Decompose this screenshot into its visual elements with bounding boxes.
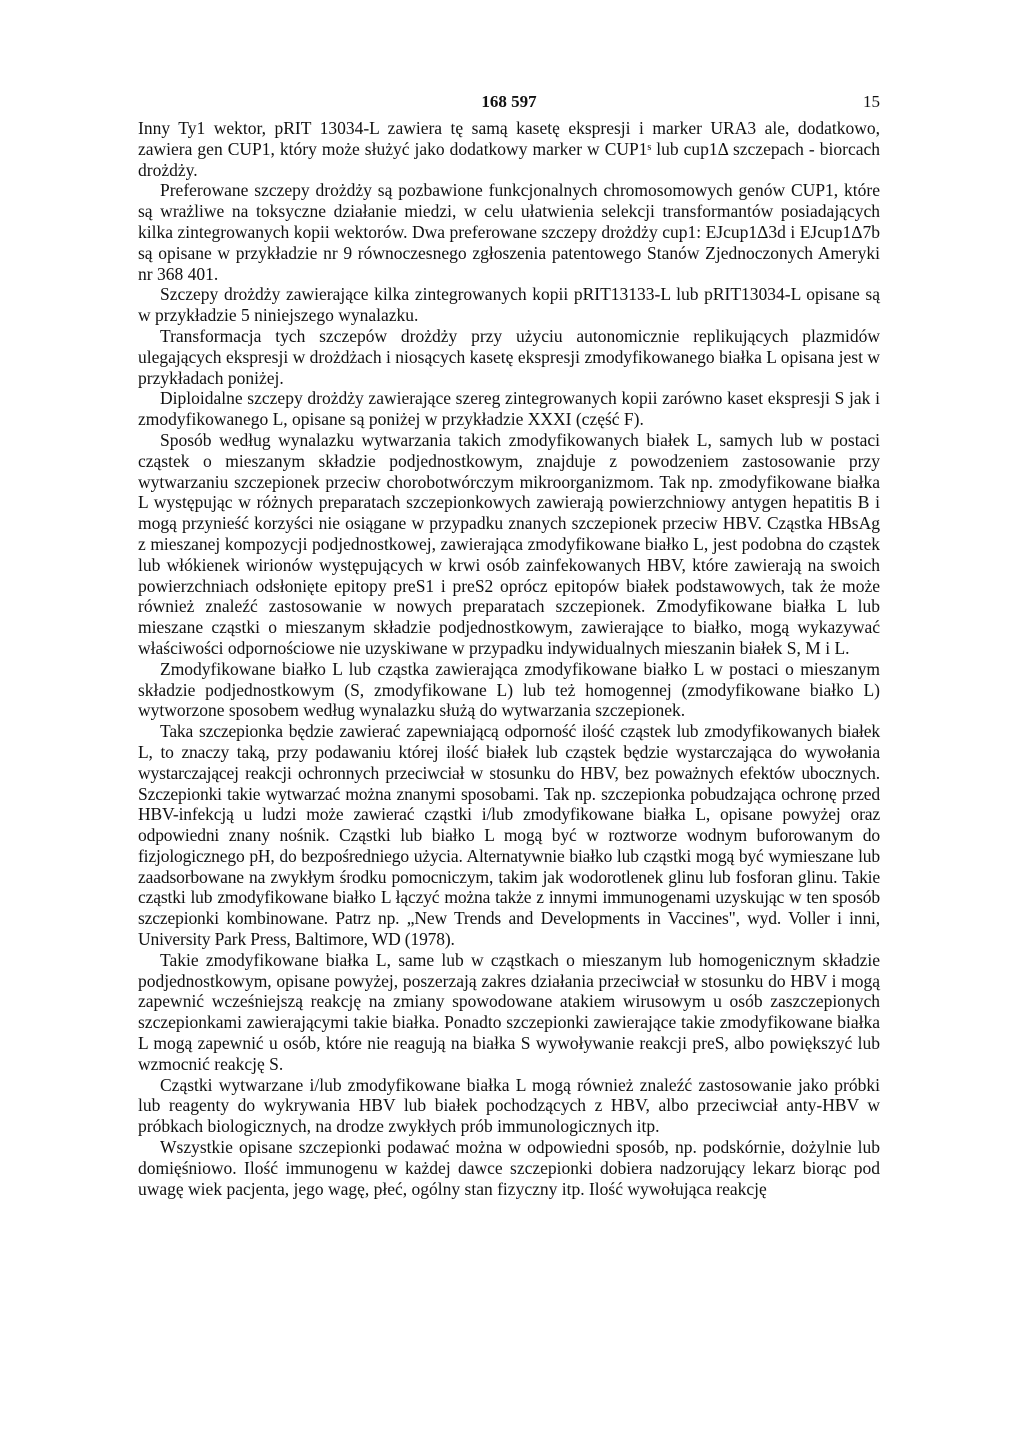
paragraph-6: Sposób według wynalazku wytwarzania takich zmodyfikowanych białek L, samych lub w postaci cząstek o mieszanym składzie podjednostkowym, znajduje z powodzeniem zastosowanie przy wytwarzaniu szczepionek przeciw chorobotwórczym mikroorganizmom. Tak np. zmodyfikowane białka L występując w różnych preparatach szczepionkowych zawierają powierzchniowy antygen hepatitis B i mogą przynieść korzyści nie osiągane w przypadku znanych szczepionek przeciw HBV. Cząstka HBsAg z mieszanej kompozycji podjednostkowej, zawierająca zmodyfikowane białko L, jest podobna do cząstek lub włókienek wirionów występujących w krwi osób zainfekowanych HBV, które zawierają na swoich powierzchniach odsłonięte epitopy preS1 i preS2 oprócz epitopów białek podstawowych, tak że może również znaleźć zastosowanie w nowych preparatach szczepionek. Zmodyfikowane białka L lub mieszane cząstki o mieszanym składzie podjednostkowym, zawierające to białko, mogą wykazywać właściwości odpornościowe nie uzyskiwane w przypadku indywidualnych mieszanin białek S, M i L.: [138, 429, 880, 658]
paragraph-9: Takie zmodyfikowane białka L, same lub w cząstkach o mieszanym lub homogenicznym składzie podjednostkowym, opisane powyżej, poszerzają zakres działania przeciwciał w stosunku do HBV i mogą zapewnić wcześniejszą reakcję na zmiany spowodowane atakiem wirusowym u osób zaszczepionych szczepionkami zawierającymi takie białka. Ponadto szczepionki zawierające takie zmodyfikowane białka L mogą zapewnić u osób, które nie reagują na białka S wywoływanie reakcji preS, albo powiększyć lub wzmocnić reakcję S.: [138, 949, 880, 1074]
paragraph-8: Taka szczepionka będzie zawierać zapewniającą odporność ilość cząstek lub zmodyfikowanych białek L, to znaczy taką, przy podawaniu której ilość białek lub cząstek będzie wystarczająca do wywołania wystarczającej reakcji ochronnych przeciwciał w stosunku do HBV, bez poważnych efektów ubocznych. Szczepionki takie wytwarzać można znanymi sposobami. Tak np. szczepionka pobudzająca ochronę przed HBV-infekcją u ludzi może zawierać cząstki i/lub zmodyfikowane białka L, opisane powyżej oraz odpowiedni znany nośnik. Cząstki lub białko L mogą być w roztworze wodnym buforowanym do fizjologicznego pH, do bezpośredniego użycia. Alternatywnie białko lub cząstki mogą być wymieszane lub zaadsorbowane na zwykłym środku pomocniczym, takim jak wodorotlenek glinu lub fosforan glinu. Takie cząstki lub zmodyfikowane białko L łączyć można także z innymi immunogenami uzyskując w ten sposób szczepionki kombinowane. Patrz np. „New Trends and Developments in Vaccines", wyd. Voller i inni, University Park Press, Baltimore, WD (1978).: [138, 721, 880, 950]
patent-number: 168 597: [481, 92, 537, 111]
paragraph-1: Inny Ty1 wektor, pRIT 13034-L zawiera tę samą kasetę ekspresji i marker URA3 ale, dodatkowo, zawiera gen CUP1, który może służyć jako dodatkowy marker w CUP1ˢ lub cup1Δ szczepach - biorcach drożdży.: [138, 118, 880, 180]
document-page: [138, 92, 880, 1199]
paragraph-11: Wszystkie opisane szczepionki podawać można w odpowiedni sposób, np. podskórnie, dożylnie lub domięśniowo. Ilość immunogenu w każdej dawce szczepionki dobiera nadzorujący lekarz biorąc pod uwagę wiek pacjenta, jego wagę, płeć, ogólny stan fizyczny itp. Ilość wywołująca reakcję: [138, 1137, 880, 1199]
paragraph-2: Preferowane szczepy drożdży są pozbawione funkcjonalnych chromosomowych genów CUP1, które są wrażliwe na toksyczne działanie miedzi, w celu ułatwienia selekcji transformantów posiadających kilka zintegrowanych kopii wektorów. Dwa preferowane szczepy drożdży cup1: EJcup1Δ3d i EJcup1Δ7b są opisane w przykładzie nr 9 równoczesnego zgłoszenia patentowego Stanów Zjednoczonych Ameryki nr 368 401.: [138, 180, 880, 284]
page-header: [138, 92, 880, 118]
paragraph-7: Zmodyfikowane białko L lub cząstka zawierająca zmodyfikowane białko L w postaci o mieszanym składzie podjednostkowym (S, zmodyfikowane L) lub też homogennej (zmodyfikowane białko L) wytworzone sposobem według wynalazku służą do wytwarzania szczepionek.: [138, 658, 880, 721]
paragraph-10: Cząstki wytwarzane i/lub zmodyfikowane białka L mogą również znaleźć zastosowanie jako próbki lub reagenty do wykrywania HBV lub białek pochodzących z HBV, albo przeciwciał anty-HBV w próbkach biologicznych, na drodze zwykłych prób immunologicznych itp.: [138, 1074, 880, 1137]
paragraph-5: Diploidalne szczepy drożdży zawierające szereg zintegrowanych kopii zarówno kaset ekspresji S jak i zmodyfikowanego L, opisane są poniżej w przykładzie XXXI (część F).: [138, 388, 880, 430]
paragraph-4: Transformacja tych szczepów drożdży przy użyciu autonomicznie replikujących plazmidów ulegających ekspresji w drożdżach i niosących kasetę ekspresji zmodyfikowanego białka L opisana jest w przykładach poniżej.: [138, 325, 880, 388]
document-body: [138, 118, 880, 1199]
page-number: 15: [863, 92, 880, 111]
paragraph-3: Szczepy drożdży zawierające kilka zintegrowanych kopii pRIT13133-L lub pRIT13034-L opisane są w przykładzie 5 niniejszego wynalazku.: [138, 284, 880, 326]
